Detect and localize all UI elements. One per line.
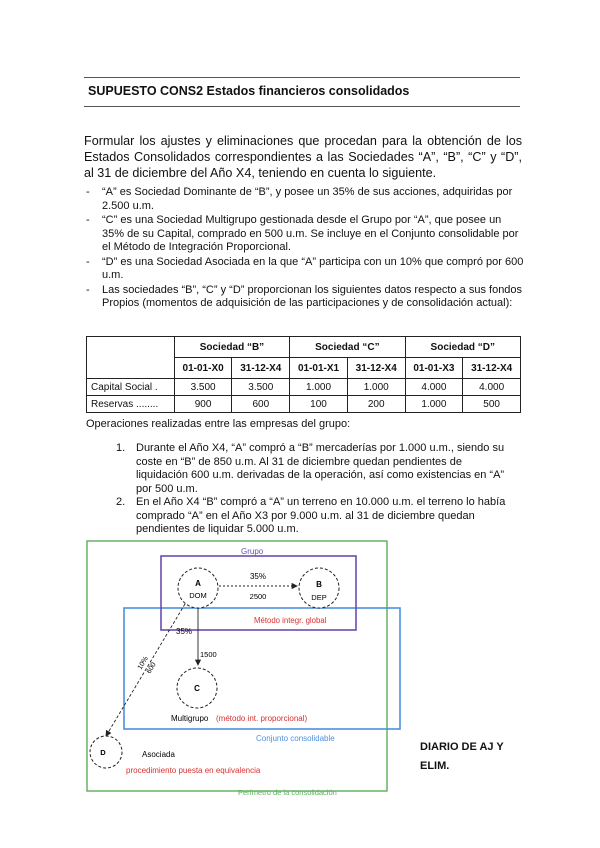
list-item: - “C” es una Sociedad Multigrupo gestionada desde el Grupo por “A”, que posee un 35% de su Capital, comprado en 500 u.m. Se incluye en el Conjunto consolidable por el Método de Integración Proporcional. bbox=[86, 214, 519, 253]
asociada-label: Asociada bbox=[142, 750, 175, 759]
asociada-note: procedimiento puesta en equivalencia bbox=[126, 766, 261, 775]
multigrupo-note: (método int. proporcional) bbox=[216, 714, 308, 723]
row-label: Capital Social . bbox=[87, 379, 175, 396]
row-label: Reservas ........ bbox=[87, 396, 175, 413]
group-header: Sociedad “B” bbox=[174, 337, 289, 358]
date-header: 31-12-X4 bbox=[347, 358, 405, 379]
group-header: Sociedad “C” bbox=[290, 337, 405, 358]
date-header: 01-01-X1 bbox=[290, 358, 348, 379]
group-header: Sociedad “D” bbox=[405, 337, 520, 358]
node-a bbox=[178, 568, 218, 608]
consolidation-diagram bbox=[86, 540, 402, 798]
grupo-label: Grupo bbox=[241, 547, 264, 556]
page-title: SUPUESTO CONS2 Estados financieros consolidados bbox=[88, 84, 410, 98]
ac-pct: 35% bbox=[176, 627, 193, 636]
intro-paragraph: Formular los ajustes y eliminaciones que procedan para la obtención de los Estados Consolidados correspondientes a las Sociedades “A”, “B”, “C” y “D”, al 31 de diciembre del Año X4, teniendo en cuenta lo siguiente. bbox=[84, 134, 522, 180]
table-cell: 100 bbox=[290, 396, 348, 413]
ad-amount: 600 bbox=[145, 661, 158, 676]
diario-label: DIARIO DE AJ Y ELIM. bbox=[420, 741, 504, 772]
ab-amount: 2500 bbox=[249, 592, 267, 601]
ac-amount: 1500 bbox=[200, 650, 217, 659]
node-d bbox=[90, 736, 122, 768]
node-c-label: C bbox=[194, 684, 200, 693]
conjunto-label: Conjunto consolidable bbox=[256, 734, 335, 743]
title-rule bbox=[84, 106, 520, 107]
table-cell: 3.500 bbox=[232, 379, 290, 396]
operations-heading: Operaciones realizadas entre las empresas del grupo: bbox=[86, 418, 351, 430]
node-a-sub: DOM bbox=[189, 591, 207, 600]
ab-pct: 35% bbox=[249, 572, 267, 581]
table-cell: 4.000 bbox=[405, 379, 463, 396]
date-header: 01-01-X3 bbox=[405, 358, 463, 379]
node-d-label: D bbox=[100, 748, 106, 757]
table-row bbox=[87, 379, 521, 396]
table-cell: 600 bbox=[232, 396, 290, 413]
date-header: 01-01-X0 bbox=[174, 358, 232, 379]
metodo-label: Método integr. global bbox=[254, 616, 327, 625]
table-corner bbox=[87, 358, 175, 379]
table-cell: 1.000 bbox=[405, 396, 463, 413]
node-b-sub: DEP bbox=[311, 593, 327, 602]
table-cell: 3.500 bbox=[174, 379, 232, 396]
table-row bbox=[87, 396, 521, 413]
node-b-label: B bbox=[316, 580, 322, 589]
perimetro-box bbox=[87, 541, 387, 791]
table-cell: 200 bbox=[347, 396, 405, 413]
table-cell: 1.000 bbox=[347, 379, 405, 396]
table-cell: 900 bbox=[174, 396, 232, 413]
table-corner bbox=[87, 337, 175, 358]
top-rule bbox=[84, 77, 520, 78]
table-header-row bbox=[87, 337, 521, 358]
multigrupo-label: Multigrupo bbox=[171, 714, 209, 723]
table-cell: 4.000 bbox=[463, 379, 521, 396]
perimetro-label: Perímetro de la consolidación bbox=[238, 788, 337, 797]
list-item: - “D” es una Sociedad Asociada en la que “A” participa con un 10% que compró por 600 u.m. bbox=[86, 255, 524, 281]
conditions-list bbox=[84, 186, 524, 312]
list-item: 2. En el Año X4 “B” compró a “A” un terreno en 10.000 u.m. el terreno lo había comprado “A” en el Año X3 por 9.000 u.m. al 31 de diciembre quedan pendientes de liquidar 5.000 u.m. bbox=[116, 496, 506, 535]
equity-table bbox=[86, 336, 521, 413]
node-a-label: A bbox=[195, 579, 201, 588]
table-cell: 1.000 bbox=[290, 379, 348, 396]
date-header: 31-12-X4 bbox=[463, 358, 521, 379]
list-item: 1. Durante el Año X4, “A” compró a “B” mercaderías por 1.000 u.m., siendo su coste en “B” de 850 u.m. Al 31 de diciembre quedan pendientes de liquidación 600 u.m. derivadas de la operación, así como existencias en “A” por 500 u.m. bbox=[116, 442, 505, 495]
table-date-row bbox=[87, 358, 521, 379]
list-item: - “A” es Sociedad Dominante de “B”, y posee un 35% de sus acciones, adquiridas por 2.500 u.m. bbox=[86, 186, 513, 212]
list-item: - Las sociedades “B”, “C” y “D” proporcionan los siguientes datos respecto a sus fondos Propios (momentos de adquisición de las participaciones y de consolidación actual): bbox=[86, 283, 523, 309]
date-header: 31-12-X4 bbox=[232, 358, 290, 379]
operations-list bbox=[116, 442, 516, 537]
conjunto-box bbox=[124, 608, 400, 729]
table-cell: 500 bbox=[463, 396, 521, 413]
ad-pct: 10% bbox=[136, 655, 150, 672]
